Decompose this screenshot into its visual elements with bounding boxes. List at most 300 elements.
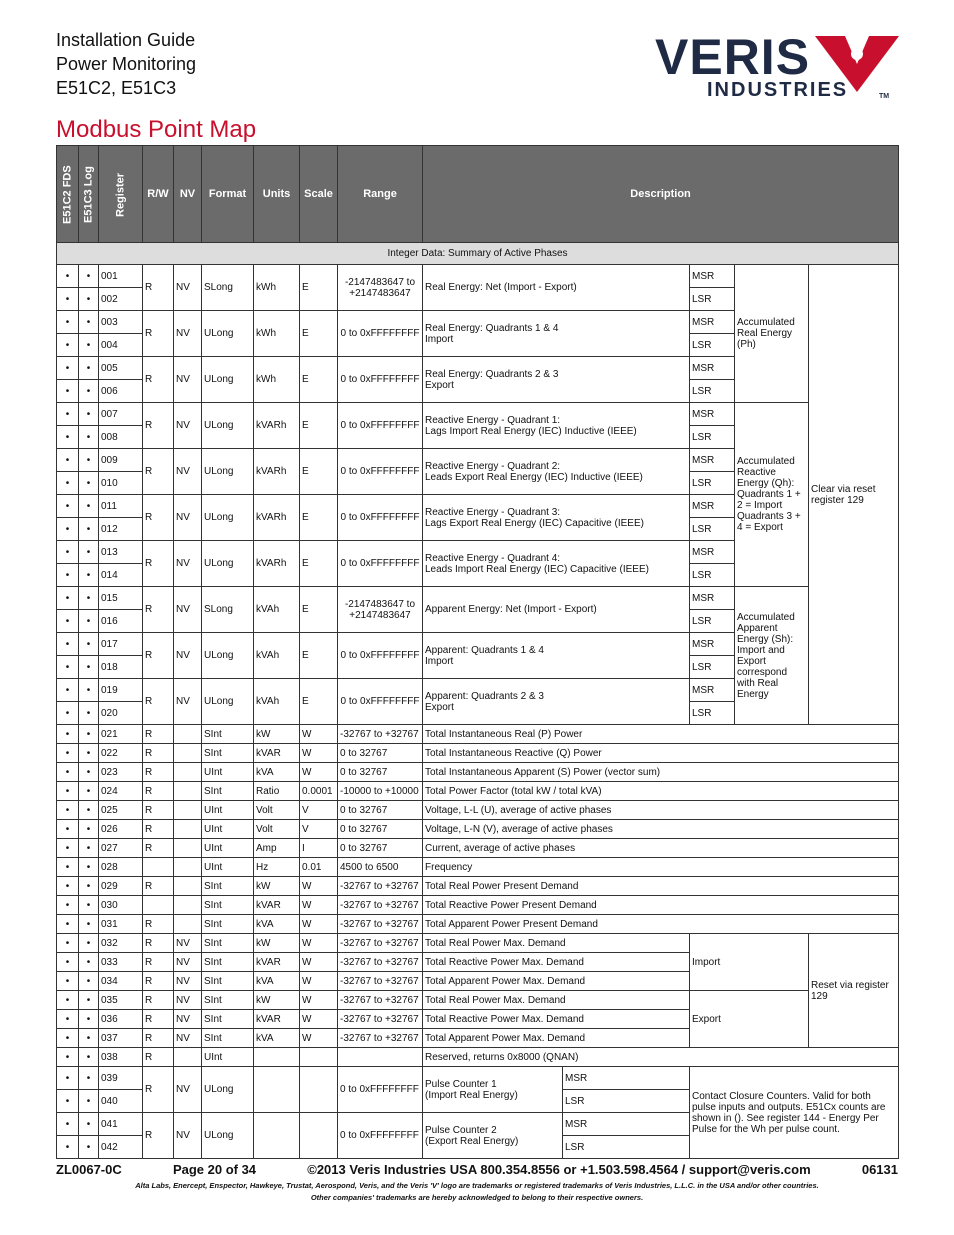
rw-cell: R: [143, 763, 174, 782]
log-dot: •: [79, 495, 99, 518]
log-dot: •: [79, 782, 99, 801]
reg-cell: 038: [99, 1048, 143, 1067]
scale-cell: W: [300, 744, 338, 763]
fds-dot: •: [57, 702, 79, 725]
description-line-1: Real Energy: Quadrants 1 & 4: [425, 322, 559, 334]
range-cell: -2147483647 to +2147483647: [338, 265, 423, 311]
table-row: [57, 896, 899, 915]
fmt-cell: SInt: [202, 725, 254, 744]
lsr-cell: LSR: [563, 1136, 690, 1159]
description-cell: [423, 357, 690, 403]
log-dot: •: [79, 744, 99, 763]
log-dot: •: [79, 518, 99, 541]
description-line-2: Lags Export Real Energy (IEC) Capacitive (IEEE): [425, 517, 644, 529]
table-row: [57, 725, 899, 744]
section-row: [57, 243, 899, 265]
register-cell: 018: [99, 656, 143, 679]
reg-cell: 030: [99, 896, 143, 915]
logo-tm: TM: [879, 93, 890, 100]
description-line-2: Leads Export Real Energy (IEC) Inductive (IEEE): [425, 471, 643, 483]
nv-cell: NV: [174, 953, 202, 972]
register-cell: 019: [99, 679, 143, 702]
description-cell: Total Power Factor (total kW / total kVA): [423, 782, 899, 801]
contact-closure-note: Contact Closure Counters. Valid for both pulse inputs and outputs. E51Cx counts are shown in (). See register 144 - Energy Per Pulse for the Wh per pulse count.: [690, 1067, 899, 1159]
fmt-cell: SInt: [202, 991, 254, 1010]
fds-dot: •: [57, 725, 79, 744]
nv-cell: [174, 1048, 202, 1067]
log-dot: •: [79, 1067, 99, 1090]
fds-dot: •: [57, 1090, 79, 1113]
rw-cell: R: [143, 725, 174, 744]
format-cell: SLong: [202, 265, 254, 311]
table-row: [57, 782, 899, 801]
fds-dot: •: [57, 896, 79, 915]
units-cell: Volt: [254, 820, 300, 839]
scale-cell: E: [300, 679, 338, 725]
reg-cell: 034: [99, 972, 143, 991]
description-cell: Total Real Power Max. Demand: [423, 991, 690, 1010]
register-cell: 008: [99, 426, 143, 449]
range-cell: 0 to 0xFFFFFFFF: [338, 679, 423, 725]
page-footer: [56, 1162, 898, 1204]
description-cell: [423, 311, 690, 357]
units-cell: kWh: [254, 311, 300, 357]
nv-cell: [174, 896, 202, 915]
fds-dot: •: [57, 288, 79, 311]
scale-cell: W: [300, 991, 338, 1010]
footer-page: Page 20 of 34: [172, 1162, 257, 1177]
fds-dot: •: [57, 679, 79, 702]
column-header: R/W: [143, 146, 174, 243]
log-dot: •: [79, 357, 99, 380]
column-header: Range: [338, 146, 423, 243]
register-cell: 042: [99, 1136, 143, 1159]
fds-dot: •: [57, 311, 79, 334]
fds-dot: •: [57, 541, 79, 564]
description-line-1: Pulse Counter 2: [425, 1124, 497, 1136]
table-row: [57, 1048, 899, 1067]
fmt-cell: SInt: [202, 915, 254, 934]
log-dot: •: [79, 725, 99, 744]
format-cell: ULong: [202, 633, 254, 679]
scale-cell: W: [300, 896, 338, 915]
scale-cell: W: [300, 1029, 338, 1048]
nv-cell: NV: [174, 972, 202, 991]
fmt-cell: SInt: [202, 782, 254, 801]
rw-cell: R: [143, 782, 174, 801]
fds-dot: •: [57, 656, 79, 679]
log-dot: •: [79, 934, 99, 953]
log-dot: •: [79, 877, 99, 896]
nv-cell: NV: [174, 1067, 202, 1113]
rw-cell: R: [143, 1113, 174, 1159]
register-cell: 001: [99, 265, 143, 288]
description-line-1: Apparent: Quadrants 2 & 3: [425, 690, 544, 702]
range-cell: -32767 to +32767: [338, 915, 423, 934]
fmt-cell: UInt: [202, 858, 254, 877]
fds-dot: •: [57, 953, 79, 972]
scale-cell: [300, 1113, 338, 1159]
units-cell: kWh: [254, 357, 300, 403]
description-cell: [423, 265, 690, 311]
units-cell: kW: [254, 725, 300, 744]
scale-cell: E: [300, 633, 338, 679]
rw-cell: R: [143, 744, 174, 763]
range-cell: 0 to 0xFFFFFFFF: [338, 311, 423, 357]
nv-cell: NV: [174, 311, 202, 357]
format-cell: ULong: [202, 1113, 254, 1159]
description-cell: Total Apparent Power Present Demand: [423, 915, 899, 934]
format-cell: ULong: [202, 311, 254, 357]
fds-dot: •: [57, 449, 79, 472]
fds-dot: •: [57, 564, 79, 587]
column-header: Description: [423, 146, 899, 243]
register-cell: 007: [99, 403, 143, 426]
log-dot: •: [79, 915, 99, 934]
table-row: [57, 1067, 899, 1090]
description-cell: [423, 541, 690, 587]
log-dot: •: [79, 1010, 99, 1029]
reg-cell: 037: [99, 1029, 143, 1048]
rw-cell: R: [143, 1010, 174, 1029]
fds-dot: •: [57, 915, 79, 934]
units-cell: kVA: [254, 972, 300, 991]
fds-dot: •: [57, 1067, 79, 1090]
rw-cell: R: [143, 1029, 174, 1048]
description-line-1: Real Energy: Quadrants 2 & 3: [425, 368, 559, 380]
fds-dot: •: [57, 587, 79, 610]
table-row: [57, 820, 899, 839]
register-cell: 016: [99, 610, 143, 633]
fmt-cell: SInt: [202, 877, 254, 896]
group-import: Import: [690, 934, 809, 991]
format-cell: UInt: [202, 1048, 254, 1067]
units-cell: kVA: [254, 763, 300, 782]
reg-cell: 031: [99, 915, 143, 934]
column-header: Units: [254, 146, 300, 243]
description-line-2: Leads Import Real Energy (IEC) Capacitive (IEEE): [425, 563, 649, 575]
fmt-cell: SInt: [202, 1029, 254, 1048]
description-cell: [423, 587, 690, 633]
units-cell: kVARh: [254, 449, 300, 495]
range-cell: -32767 to +32767: [338, 934, 423, 953]
nv-cell: NV: [174, 265, 202, 311]
fds-dot: •: [57, 858, 79, 877]
rw-cell: R: [143, 1048, 174, 1067]
section-label: Integer Data: Summary of Active Phases: [57, 243, 899, 265]
description-line-1: Reactive Energy - Quadrant 3:: [425, 506, 561, 518]
units-cell: kVAR: [254, 953, 300, 972]
log-dot: •: [79, 380, 99, 403]
scale-cell: 0.01: [300, 858, 338, 877]
msr-cell: MSR: [563, 1113, 690, 1136]
register-cell: 041: [99, 1113, 143, 1136]
log-dot: •: [79, 820, 99, 839]
logo-subtext: INDUSTRIES: [707, 79, 849, 101]
log-dot: •: [79, 972, 99, 991]
log-dot: •: [79, 656, 99, 679]
reg-cell: 032: [99, 934, 143, 953]
range-cell: [338, 1048, 423, 1067]
log-dot: •: [79, 801, 99, 820]
log-dot: •: [79, 610, 99, 633]
register-cell: 002: [99, 288, 143, 311]
scale-cell: E: [300, 449, 338, 495]
description-cell: Total Instantaneous Apparent (S) Power (vector sum): [423, 763, 899, 782]
fds-dot: •: [57, 472, 79, 495]
scale-cell: I: [300, 839, 338, 858]
scale-cell: W: [300, 763, 338, 782]
units-cell: Hz: [254, 858, 300, 877]
units-cell: kVA: [254, 1029, 300, 1048]
fds-dot: •: [57, 972, 79, 991]
log-dot: •: [79, 1136, 99, 1159]
range-cell: 0 to 0xFFFFFFFF: [338, 1067, 423, 1113]
fds-dot: •: [57, 1136, 79, 1159]
description-line-2: Export: [425, 379, 454, 391]
register-cell: 004: [99, 334, 143, 357]
table-row: [57, 934, 899, 953]
log-dot: •: [79, 449, 99, 472]
reg-cell: 027: [99, 839, 143, 858]
scale-cell: W: [300, 725, 338, 744]
fds-dot: •: [57, 1029, 79, 1048]
rw-cell: R: [143, 357, 174, 403]
fmt-cell: SInt: [202, 1010, 254, 1029]
fmt-cell: SInt: [202, 934, 254, 953]
group-real-energy: Accumulated Real Energy (Ph): [735, 265, 809, 403]
reg-cell: 035: [99, 991, 143, 1010]
log-dot: •: [79, 334, 99, 357]
group-export: Export: [690, 991, 809, 1048]
description-line-2: Lags Import Real Energy (IEC) Inductive (IEEE): [425, 425, 637, 437]
range-cell: -32767 to +32767: [338, 991, 423, 1010]
modbus-point-map-table: [56, 145, 899, 1159]
column-header: Format: [202, 146, 254, 243]
nv-cell: NV: [174, 934, 202, 953]
log-dot: •: [79, 311, 99, 334]
register-cell: 011: [99, 495, 143, 518]
scale-cell: E: [300, 311, 338, 357]
log-dot: •: [79, 702, 99, 725]
reg-cell: 028: [99, 858, 143, 877]
format-cell: ULong: [202, 1067, 254, 1113]
column-header: Scale: [300, 146, 338, 243]
description-cell: Total Instantaneous Reactive (Q) Power: [423, 744, 899, 763]
rw-cell: R: [143, 1067, 174, 1113]
description-cell: Total Apparent Power Max. Demand: [423, 972, 690, 991]
register-cell: 010: [99, 472, 143, 495]
description-line-2: Import: [425, 655, 454, 667]
fds-dot: •: [57, 877, 79, 896]
group-reset-129: Reset via register 129: [809, 934, 899, 1048]
rw-cell: R: [143, 972, 174, 991]
reg-cell: 029: [99, 877, 143, 896]
rw-cell: [143, 858, 174, 877]
fds-dot: •: [57, 782, 79, 801]
msr-cell: MSR: [690, 679, 735, 702]
table-header-row: [57, 146, 899, 243]
fds-dot: •: [57, 633, 79, 656]
msr-cell: MSR: [690, 265, 735, 288]
units-cell: kW: [254, 877, 300, 896]
fds-dot: •: [57, 820, 79, 839]
units-cell: kVARh: [254, 403, 300, 449]
reg-cell: 036: [99, 1010, 143, 1029]
reg-cell: 021: [99, 725, 143, 744]
scale-cell: W: [300, 953, 338, 972]
lsr-cell: LSR: [690, 702, 735, 725]
scale-cell: E: [300, 495, 338, 541]
column-header: E51C2 FDS: [57, 146, 79, 243]
lsr-cell: LSR: [690, 610, 735, 633]
description-cell: Frequency: [423, 858, 899, 877]
units-cell: kVARh: [254, 541, 300, 587]
units-cell: kW: [254, 934, 300, 953]
fds-dot: •: [57, 991, 79, 1010]
scale-cell: W: [300, 915, 338, 934]
register-cell: 017: [99, 633, 143, 656]
range-cell: 4500 to 6500: [338, 858, 423, 877]
register-cell: 013: [99, 541, 143, 564]
range-cell: 0 to 32767: [338, 801, 423, 820]
rw-cell: [143, 896, 174, 915]
range-cell: -32767 to +32767: [338, 725, 423, 744]
units-cell: kVA: [254, 915, 300, 934]
section-title: Modbus Point Map: [56, 116, 257, 143]
table-row: [57, 265, 899, 288]
log-dot: •: [79, 839, 99, 858]
nv-cell: NV: [174, 679, 202, 725]
nv-cell: NV: [174, 449, 202, 495]
fds-dot: •: [57, 334, 79, 357]
footer-legal: [56, 1180, 898, 1204]
range-cell: -32767 to +32767: [338, 953, 423, 972]
table-row: [57, 403, 899, 426]
description-cell: [423, 495, 690, 541]
description-cell: [423, 1113, 563, 1159]
nv-cell: NV: [174, 403, 202, 449]
nv-cell: NV: [174, 495, 202, 541]
lsr-cell: LSR: [690, 518, 735, 541]
register-cell: 005: [99, 357, 143, 380]
footer-legal-line-2: Other companies' trademarks are hereby acknowledged to belong to their respective owners.: [310, 1193, 644, 1202]
log-dot: •: [79, 587, 99, 610]
log-dot: •: [79, 896, 99, 915]
scale-cell: W: [300, 877, 338, 896]
register-cell: 039: [99, 1067, 143, 1090]
header-line-3: E51C2, E51C3: [56, 78, 177, 98]
register-cell: 040: [99, 1090, 143, 1113]
rw-cell: R: [143, 587, 174, 633]
group-clear-reset: Clear via reset register 129: [809, 265, 899, 725]
range-cell: -32767 to +32767: [338, 896, 423, 915]
scale-cell: E: [300, 403, 338, 449]
description-line-1: Reactive Energy - Quadrant 4:: [425, 552, 561, 564]
description-cell: Total Reactive Power Present Demand: [423, 896, 899, 915]
format-cell: ULong: [202, 357, 254, 403]
units-cell: kVAR: [254, 744, 300, 763]
footer-doc-id: ZL0067-0C: [56, 1162, 122, 1177]
log-dot: •: [79, 633, 99, 656]
fds-dot: •: [57, 763, 79, 782]
log-dot: •: [79, 858, 99, 877]
fds-dot: •: [57, 934, 79, 953]
veris-logo: [655, 30, 900, 102]
table-row: [57, 915, 899, 934]
rw-cell: R: [143, 679, 174, 725]
msr-cell: MSR: [690, 495, 735, 518]
log-dot: •: [79, 1048, 99, 1067]
nv-cell: [174, 801, 202, 820]
description-line-1: Pulse Counter 1: [425, 1078, 497, 1090]
range-cell: 0 to 0xFFFFFFFF: [338, 403, 423, 449]
lsr-cell: LSR: [690, 472, 735, 495]
table-row: [57, 858, 899, 877]
range-cell: -32767 to +32767: [338, 1029, 423, 1048]
scale-cell: V: [300, 820, 338, 839]
log-dot: •: [79, 265, 99, 288]
description-cell: Total Reactive Power Max. Demand: [423, 1010, 690, 1029]
scale-cell: E: [300, 357, 338, 403]
description-line-1: Apparent: Quadrants 1 & 4: [425, 644, 544, 656]
range-cell: -32767 to +32767: [338, 972, 423, 991]
log-dot: •: [79, 991, 99, 1010]
description-cell: [423, 1067, 563, 1113]
header-line-1: Installation Guide: [56, 30, 196, 50]
lsr-cell: LSR: [563, 1090, 690, 1113]
nv-cell: [174, 763, 202, 782]
log-dot: •: [79, 403, 99, 426]
column-header: E51C3 Log: [79, 146, 99, 243]
nv-cell: NV: [174, 1010, 202, 1029]
units-cell: [254, 1113, 300, 1159]
log-dot: •: [79, 1090, 99, 1113]
fds-dot: •: [57, 518, 79, 541]
table-row: [57, 877, 899, 896]
column-header: NV: [174, 146, 202, 243]
msr-cell: MSR: [563, 1067, 690, 1090]
nv-cell: [174, 915, 202, 934]
range-cell: 0 to 0xFFFFFFFF: [338, 357, 423, 403]
range-cell: 0 to 0xFFFFFFFF: [338, 449, 423, 495]
msr-cell: MSR: [690, 357, 735, 380]
scale-cell: E: [300, 587, 338, 633]
footer-code: 06131: [861, 1162, 898, 1177]
description-cell: [423, 449, 690, 495]
scale-cell: E: [300, 265, 338, 311]
format-cell: ULong: [202, 403, 254, 449]
lsr-cell: LSR: [690, 656, 735, 679]
log-dot: •: [79, 953, 99, 972]
lsr-cell: LSR: [690, 426, 735, 449]
format-cell: SLong: [202, 587, 254, 633]
rw-cell: R: [143, 934, 174, 953]
table-row: [57, 991, 899, 1010]
nv-cell: NV: [174, 1113, 202, 1159]
v-mark-dot-icon: [851, 48, 863, 60]
table-row: [57, 744, 899, 763]
rw-cell: R: [143, 311, 174, 357]
scale-cell: W: [300, 972, 338, 991]
units-cell: Amp: [254, 839, 300, 858]
nv-cell: [174, 725, 202, 744]
msr-cell: MSR: [690, 587, 735, 610]
group-reactive-energy: Accumulated Reactive Energy (Qh): Quadrants 1 + 2 = Import Quadrants 3 + 4 = Export: [735, 403, 809, 587]
msr-cell: MSR: [690, 541, 735, 564]
msr-cell: MSR: [690, 311, 735, 334]
description-cell: Voltage, L-L (U), average of active phases: [423, 801, 899, 820]
